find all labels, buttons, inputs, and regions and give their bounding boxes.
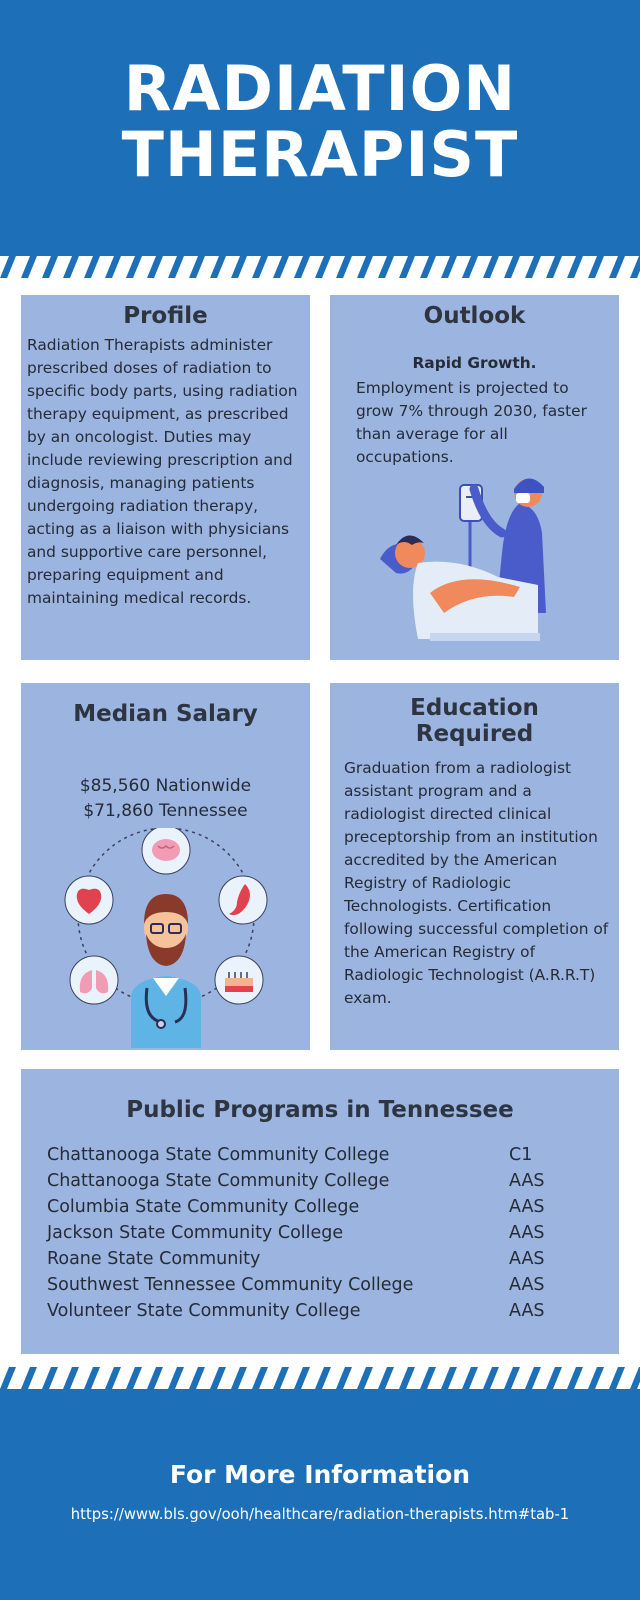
salary-nationwide: $85,560 Nationwide: [79, 776, 252, 796]
program-name: Chattanooga State Community College: [47, 1145, 390, 1165]
doctor-organs-illustration: [61, 828, 271, 1048]
program-name: Roane State Community: [47, 1249, 261, 1269]
program-name: Columbia State Community College: [47, 1197, 360, 1217]
title-line-2: THERAPIST: [121, 118, 519, 191]
programs-card: [21, 1069, 619, 1354]
program-degree: AAS: [509, 1197, 545, 1217]
program-name: Volunteer State Community College: [47, 1301, 361, 1321]
program-name: Jackson State Community College: [47, 1223, 344, 1243]
profile-text: Radiation Therapists administer prescribed doses of radiation to specific body parts, using radiation therapy equipment, as prescribed by an oncologist. Duties may include reviewing prescription and diagnosis, managing patients undergoing radiation therapy, acting as a liaison with physicians and supportive care personnel, preparing equipment and maintaining medical records.: [27, 336, 298, 607]
page-title: [0, 52, 640, 191]
more-info-heading: For More Information: [169, 1460, 471, 1489]
program-row: [47, 1298, 587, 1324]
outlook-lead: Rapid Growth.: [412, 354, 537, 372]
stomach-icon: [219, 876, 267, 924]
program-row: [47, 1220, 587, 1246]
salary-tennessee: $71,860 Tennessee: [83, 801, 248, 821]
program-degree: AAS: [509, 1301, 545, 1321]
salary-card: [21, 683, 310, 1050]
program-row: [47, 1194, 587, 1220]
program-degree: AAS: [509, 1249, 545, 1269]
education-heading-line-2: Required: [415, 721, 534, 747]
doctor-figure: [131, 894, 201, 1048]
salary-heading: Median Salary: [73, 701, 258, 727]
title-line-1: RADIATION: [123, 52, 517, 125]
outlook-text: Employment is projected to grow 7% through 2030, faster than average for all occupations.: [356, 379, 587, 466]
bottom-stripe-divider: [0, 1367, 640, 1389]
program-row: [47, 1246, 587, 1272]
program-name: Southwest Tennessee Community College: [47, 1275, 414, 1295]
programs-heading: Public Programs in Tennessee: [126, 1097, 514, 1123]
program-degree: C1: [509, 1145, 533, 1165]
programs-list: [47, 1142, 587, 1324]
program-row: [47, 1272, 587, 1298]
brain-icon: [142, 828, 190, 874]
patient-iv-nurse-illustration: [370, 463, 580, 653]
program-name: Chattanooga State Community College: [47, 1171, 390, 1191]
education-text: Graduation from a radiologist assistant program and a radiologist directed clinical preceptorship from an institution accredited by the American Registry of Radiologic Technologists. Certification following successful completion of the American Registry of Radiologic Technologist (A.R.R.T) exam.: [344, 759, 609, 1007]
skin-icon: [215, 956, 263, 1004]
program-degree: AAS: [509, 1275, 545, 1295]
outlook-card: [330, 295, 619, 660]
program-row: [47, 1142, 587, 1168]
top-stripe-divider: [0, 256, 640, 278]
education-card: [330, 683, 619, 1050]
program-row: [47, 1168, 587, 1194]
profile-heading: Profile: [123, 303, 208, 329]
education-heading-line-1: Education: [410, 695, 539, 721]
lungs-icon: [70, 956, 118, 1004]
heart-icon: [65, 876, 113, 924]
program-degree: AAS: [509, 1171, 545, 1191]
header-band: [0, 0, 640, 256]
more-info-link[interactable]: https://www.bls.gov/ooh/healthcare/radiation-therapists.htm#tab-1: [70, 1506, 570, 1523]
footer-band: [0, 1389, 640, 1600]
profile-card: [21, 295, 310, 660]
program-degree: AAS: [509, 1223, 545, 1243]
outlook-heading: Outlook: [423, 303, 526, 329]
education-heading: [330, 695, 619, 747]
